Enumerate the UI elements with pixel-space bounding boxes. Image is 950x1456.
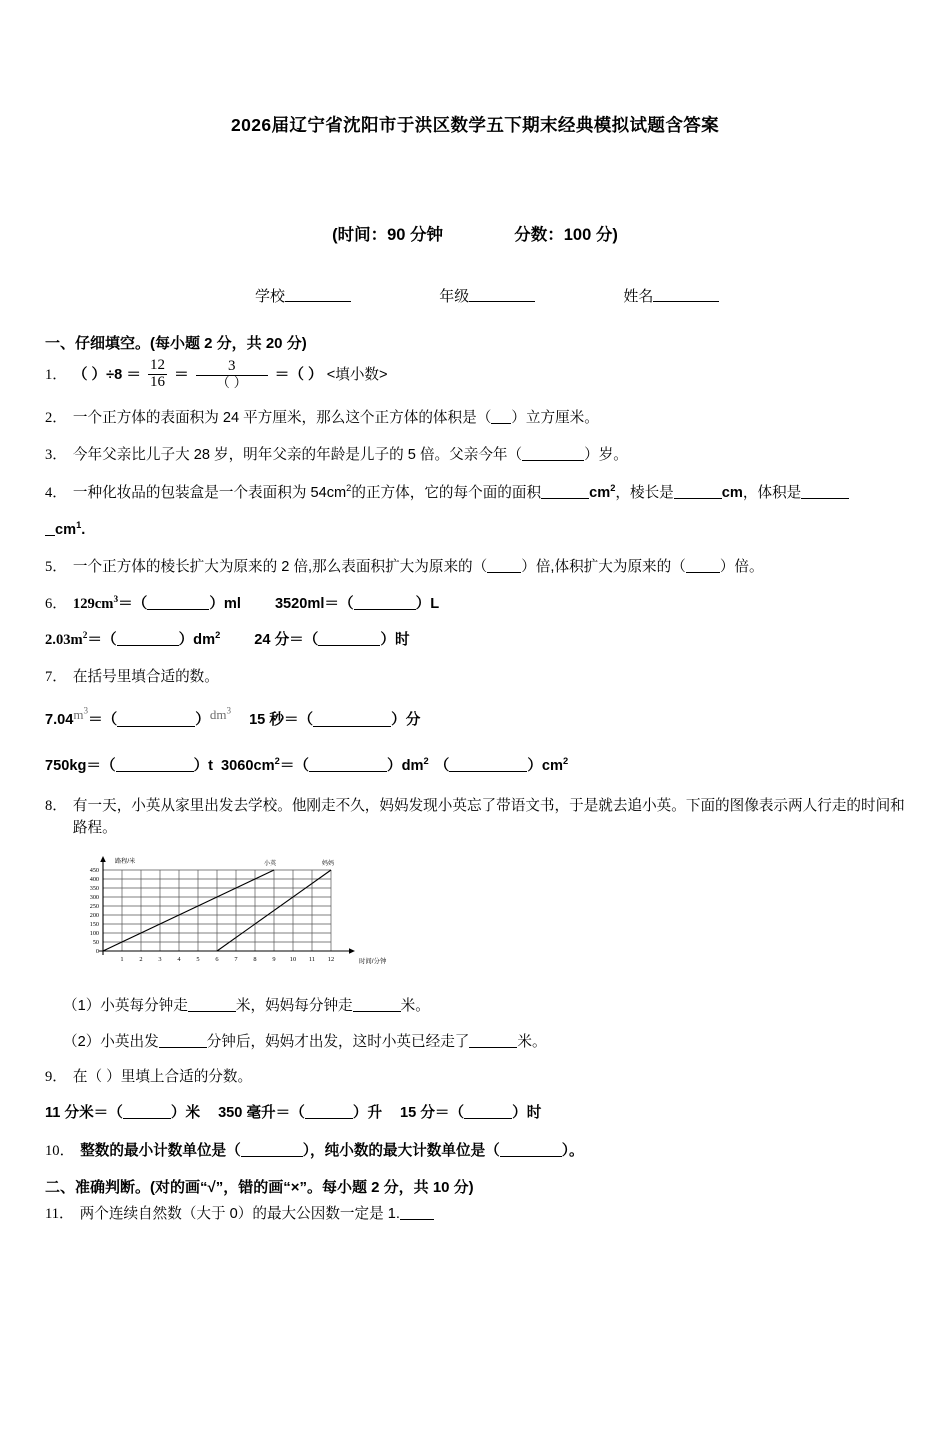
q1-fraction-1 xyxy=(148,358,167,391)
y-tick-450: 450 xyxy=(89,867,99,875)
q6-l2-e: ）时 xyxy=(380,632,410,649)
distance-time-chart xyxy=(63,851,393,979)
q9-l1-f: ）时 xyxy=(512,1105,542,1122)
q8-sub2-c: 米。 xyxy=(517,1034,547,1051)
q7-unit-m3-base: m xyxy=(73,706,84,722)
x-tick-11: 11 xyxy=(308,956,316,964)
q7-l2-b: ）t xyxy=(193,757,214,774)
q4-text-a: 一种化妆品的包装盒是一个表面积为 54cm xyxy=(72,484,347,501)
q4-blank-2[interactable] xyxy=(674,485,722,498)
q2-text-a: 一个正方体的表面积为 24 平方厘米，那么这个正方体的体积是（ xyxy=(72,409,492,426)
q5-text-a: 一个正方体的棱长扩大为原来的 2 倍,那么表面积扩大为原来的（ xyxy=(72,558,488,575)
q10-text-b: ），纯小数的最大计数单位是（ xyxy=(302,1142,500,1159)
q7-l1-d: 15 秒＝（ xyxy=(249,712,314,729)
question-5 xyxy=(45,556,905,578)
question-7-line-1 xyxy=(45,704,905,731)
q8-blank-3[interactable] xyxy=(159,1035,207,1048)
y-axis-arrow-icon xyxy=(100,856,106,862)
question-4-number: 4． xyxy=(45,484,67,501)
question-1-number: 1． xyxy=(45,367,67,384)
q6-l1-sup: 3 xyxy=(113,595,119,606)
q3-blank-1[interactable] xyxy=(522,447,584,460)
question-11-number: 11． xyxy=(45,1205,74,1222)
question-5-body xyxy=(73,556,905,578)
x-tick-7: 7 xyxy=(234,956,238,964)
q9-l1-c: 350 毫升＝（ xyxy=(218,1105,305,1122)
q7-l1-a: 7.04 xyxy=(45,712,74,729)
question-2-number: 2． xyxy=(45,409,67,426)
q1-fraction-1-denominator: 16 xyxy=(150,373,165,390)
q10-blank-2[interactable] xyxy=(500,1143,562,1156)
q9-l1-a: 11 分米＝（ xyxy=(45,1105,123,1122)
question-7 xyxy=(45,666,905,688)
q7-l2-d: ＝（ xyxy=(279,757,310,774)
series-line-xiaoying xyxy=(103,870,274,951)
question-8-text: 有一天，小英从家里出发去学校。他刚走不久，妈妈发现小英忘了带语文书，于是就去追小英。下面的图像表示两人行走的时间和路程。 xyxy=(72,797,905,837)
q7-l2-c: 3060cm xyxy=(221,757,275,774)
q6-l1-e: ）L xyxy=(415,596,440,613)
q11-blank-1[interactable] xyxy=(400,1206,434,1219)
q4-blank-1[interactable] xyxy=(541,485,589,498)
question-1 xyxy=(45,359,905,392)
question-10-body xyxy=(80,1140,905,1162)
chart-x-tick-labels xyxy=(120,956,334,963)
field-name xyxy=(623,285,719,306)
y-tick-250: 250 xyxy=(89,903,99,911)
series-label-xiaoying: 小英 xyxy=(263,860,277,868)
page-title: 2026届辽宁省沈阳市于洪区数学五下期末经典模拟试题含答案 xyxy=(230,115,720,135)
field-grade-label: 年级 xyxy=(439,288,470,305)
field-school-label: 学校 xyxy=(255,288,286,305)
x-tick-12: 12 xyxy=(327,956,335,964)
q6-blank-4[interactable] xyxy=(318,633,380,646)
q5-blank-1[interactable] xyxy=(487,559,521,572)
q6-blank-2[interactable] xyxy=(354,597,416,610)
question-7-line-2 xyxy=(45,754,905,777)
question-10 xyxy=(45,1140,905,1162)
q7-l2-sup1: 2 xyxy=(274,755,280,766)
q4-sup-b: 2 xyxy=(610,482,616,493)
q8-blank-2[interactable] xyxy=(353,999,401,1012)
question-8-sub-1 xyxy=(45,994,905,1015)
chart-gridlines xyxy=(103,870,331,951)
q11-text: 两个连续自然数（大于 0）的最大公因数一定是 1. xyxy=(79,1205,400,1222)
field-name-blank[interactable] xyxy=(653,288,719,302)
q9-l1-e: 15 分＝（ xyxy=(400,1105,465,1122)
q8-blank-4[interactable] xyxy=(469,1035,517,1048)
question-10-number: 10． xyxy=(45,1142,75,1159)
q5-blank-2[interactable] xyxy=(686,559,720,572)
question-2 xyxy=(45,407,905,429)
question-2-body xyxy=(73,407,905,429)
q8-sub2-a: （2）小英出发 xyxy=(63,1034,159,1051)
q8-sub1-b: 米，妈妈每分钟走 xyxy=(235,998,353,1015)
q6-l2-sup: 2 xyxy=(82,631,88,642)
question-6-line-2 xyxy=(45,628,905,651)
section-heading-1: 一、仔细填空。(每小题 2 分，共 20 分) xyxy=(45,335,307,352)
q4-text-c: ，棱长是 xyxy=(615,484,674,501)
q4-line2-sup: 1 xyxy=(76,519,82,530)
q1-tail-note: <填小数> xyxy=(326,367,388,384)
question-6-body xyxy=(73,593,905,615)
chart-axes xyxy=(99,860,351,955)
x-tick-5: 5 xyxy=(196,956,200,964)
q7-l2-sup2: 2 xyxy=(423,755,429,766)
question-3-number: 3． xyxy=(45,446,67,463)
q7-l2-f: （ xyxy=(434,757,450,774)
field-grade-blank[interactable] xyxy=(469,288,535,302)
q7-l2-g: ）cm xyxy=(527,757,564,774)
chart-y-tick-labels xyxy=(90,867,99,955)
q4-text-b: 的正方体，它的每个面的面积 xyxy=(351,484,542,501)
q9-l1-d: ）升 xyxy=(352,1105,383,1122)
question-7-prompt: 在括号里填合适的数。 xyxy=(72,669,219,686)
student-id-row xyxy=(45,285,905,306)
q10-text-c: ）。 xyxy=(561,1142,584,1159)
field-school-blank[interactable] xyxy=(285,288,351,302)
q6-l2-sup2: 2 xyxy=(215,630,221,641)
q4-line2-tail: . xyxy=(81,521,86,538)
y-tick-100: 100 xyxy=(89,930,99,938)
q10-blank-1[interactable] xyxy=(241,1143,303,1156)
q10-text-a: 整数的最小计数单位是（ xyxy=(80,1142,241,1159)
q9-blank-2[interactable] xyxy=(305,1106,353,1119)
q8-blank-1[interactable] xyxy=(188,999,236,1012)
question-8 xyxy=(45,795,905,839)
x-tick-8: 8 xyxy=(253,956,257,964)
q3-text-a: 今年父亲比儿子大 28 岁，明年父亲的年龄是儿子的 5 倍。父亲今年（ xyxy=(72,446,523,463)
q1-fraction-2-denominator[interactable]: （ ） xyxy=(196,375,268,390)
x-tick-6: 6 xyxy=(215,956,219,964)
q6-l2-b: ＝（ xyxy=(87,632,117,649)
q4-text-d: ，体积是 xyxy=(742,484,802,501)
q3-text-b: ）岁。 xyxy=(584,446,628,463)
q7-blank-5[interactable] xyxy=(449,758,527,771)
question-11-body xyxy=(80,1203,905,1225)
x-tick-2: 2 xyxy=(139,956,143,964)
x-tick-1: 1 xyxy=(120,956,124,964)
question-8-sub-2 xyxy=(45,1030,905,1051)
q7-unit-m3 xyxy=(73,707,88,722)
q7-unit-m3-exp: 3 xyxy=(83,705,89,716)
exam-score-label: 分数：100 分) xyxy=(514,226,618,244)
question-9 xyxy=(45,1066,905,1088)
distance-time-chart-svg xyxy=(63,851,393,979)
q7-blank-2[interactable] xyxy=(313,713,391,726)
q1-fraction-1-numerator: 12 xyxy=(150,357,165,373)
x-axis-arrow-icon xyxy=(349,948,355,954)
question-4-body xyxy=(73,481,905,504)
question-1-body xyxy=(73,359,905,392)
q7-blank-3[interactable] xyxy=(116,758,194,771)
q6-l1-a: 129cm xyxy=(72,596,114,613)
q6-blank-1[interactable] xyxy=(147,597,209,610)
q7-unit-dm3-base: dm xyxy=(209,706,227,722)
y-tick-200: 200 xyxy=(89,912,99,920)
question-5-number: 5． xyxy=(45,558,67,575)
x-tick-4: 4 xyxy=(177,956,181,964)
field-school xyxy=(255,285,351,306)
x-tick-9: 9 xyxy=(272,956,276,964)
q2-blank-1[interactable] xyxy=(491,410,511,423)
q9-blank-3[interactable] xyxy=(464,1106,512,1119)
exam-paper-page xyxy=(0,112,950,1225)
q7-l1-c: ） xyxy=(195,712,210,729)
q7-unit-dm3-exp: 3 xyxy=(226,705,232,716)
section-heading-2: 二、准确判断。(对的画“√”，错的画“×”。每小题 2 分，共 10 分) xyxy=(45,1178,474,1196)
y-tick-300: 300 xyxy=(89,894,99,902)
q6-l1-c: ）ml xyxy=(209,596,241,613)
y-tick-50: 50 xyxy=(92,939,99,947)
q7-blank-4[interactable] xyxy=(309,758,387,771)
q2-text-b: ）立方厘米。 xyxy=(511,409,599,426)
q1-equals-1: ＝ xyxy=(174,367,189,384)
y-tick-350: 350 xyxy=(89,885,99,893)
q7-l1-e: ）分 xyxy=(391,712,421,729)
q4-blank-3[interactable] xyxy=(801,485,849,498)
q9-blank-1[interactable] xyxy=(123,1106,171,1119)
question-9-prompt: 在（ ）里填上合适的分数。 xyxy=(72,1069,253,1086)
exam-meta-row xyxy=(45,221,905,245)
field-name-label: 姓名 xyxy=(623,288,654,305)
q7-l2-a: 750kg＝（ xyxy=(45,757,116,774)
question-11 xyxy=(45,1203,905,1225)
q4-sup-a: 2 xyxy=(346,482,352,493)
q5-text-c: ）倍。 xyxy=(719,558,764,575)
series-label-mama: 妈妈 xyxy=(321,860,335,868)
q1-fraction-2 xyxy=(196,359,268,390)
question-7-number: 7． xyxy=(45,669,67,686)
chart-y-axis-label: 路程/米 xyxy=(115,858,136,866)
q7-blank-1[interactable] xyxy=(117,713,195,726)
y-tick-400: 400 xyxy=(89,876,99,884)
field-grade xyxy=(439,285,535,306)
y-tick-150: 150 xyxy=(89,921,99,929)
x-tick-10: 10 xyxy=(289,956,297,964)
question-9-line-1 xyxy=(45,1102,905,1124)
q5-text-b: ）倍,体积扩大为原来的（ xyxy=(521,558,686,575)
q7-unit-dm3 xyxy=(210,707,231,722)
q6-l1-d: 3520ml＝（ xyxy=(274,596,354,613)
q7-l1-b: ＝（ xyxy=(88,712,118,729)
question-6 xyxy=(45,593,905,615)
q4-unit-b: cm xyxy=(589,484,611,501)
q7-l2-e: ）dm xyxy=(387,757,424,774)
q7-l2-sup3: 2 xyxy=(563,755,569,766)
q1-fraction-2-numerator: 3 xyxy=(227,357,236,374)
question-3-body xyxy=(73,444,905,466)
exam-time-label: (时间：90 分钟 xyxy=(332,226,444,244)
question-6-number: 6． xyxy=(45,596,67,613)
q4-unit-c: cm xyxy=(721,484,743,501)
question-4-continuation xyxy=(45,518,905,541)
q8-sub1-c: 米。 xyxy=(400,998,430,1015)
q1-equals-2: ＝（ ） xyxy=(274,367,323,384)
q4-blank-4[interactable] xyxy=(45,522,55,535)
q8-sub1-a: （1）小英每分钟走 xyxy=(63,998,188,1015)
x-tick-3: 3 xyxy=(158,956,162,964)
question-9-number: 9． xyxy=(45,1069,67,1086)
q9-l1-b: ）米 xyxy=(170,1105,201,1122)
question-8-number: 8． xyxy=(45,797,67,814)
y-tick-0: 0 xyxy=(95,948,99,956)
q1-part-a: （ ）÷8 ＝ xyxy=(72,367,141,384)
q6-l2-a: 2.03m xyxy=(45,632,83,649)
question-3 xyxy=(45,444,905,466)
q4-line2-unit: cm xyxy=(55,521,77,538)
q6-l2-c: ）dm xyxy=(178,632,216,649)
q6-blank-3[interactable] xyxy=(117,633,179,646)
chart-x-axis-label: 时间/分钟 xyxy=(359,958,387,966)
q6-l2-d: 24 分＝（ xyxy=(254,632,319,649)
q6-l1-b: ＝（ xyxy=(118,596,148,613)
question-4 xyxy=(45,481,905,504)
q8-sub2-b: 分钟后，妈妈才出发，这时小英已经走了 xyxy=(206,1034,470,1051)
